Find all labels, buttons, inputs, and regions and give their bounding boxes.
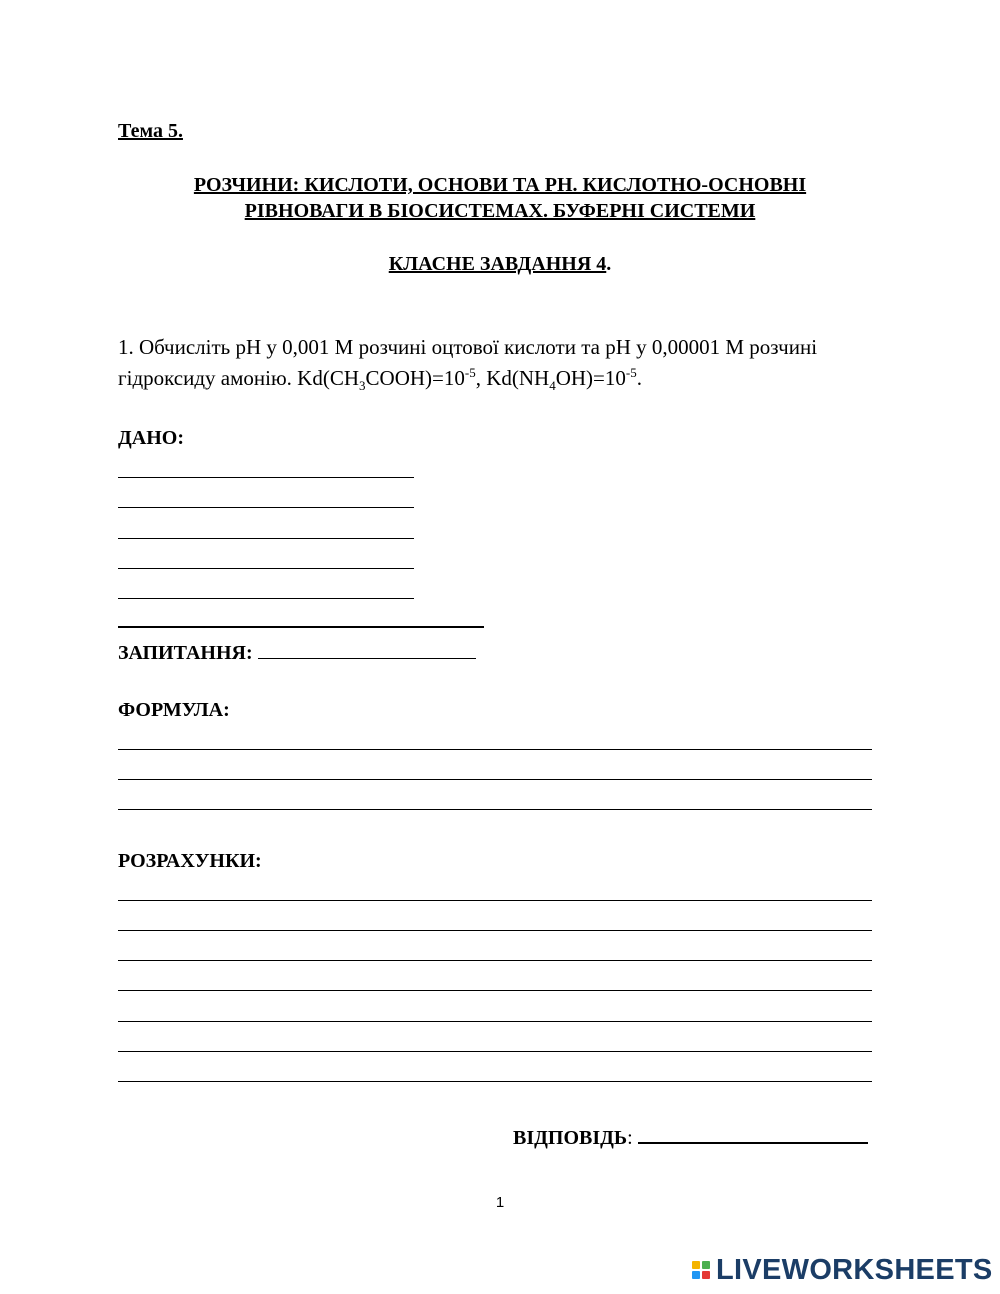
answer-label: ВІДПОВІДЬ (513, 1127, 628, 1149)
answer-input-line[interactable] (638, 1122, 868, 1144)
calc-input-line-3[interactable] (118, 960, 872, 961)
superscript-minus5-a: -5 (464, 365, 476, 380)
class-task-text: КЛАСНЕ ЗАВДАННЯ 4 (388, 253, 607, 275)
page-title-line2: РІВНОВАГИ В БІОСИСТЕМАХ. БУФЕРНІ СИСТЕМИ (244, 200, 756, 222)
calc-input-line-7[interactable] (118, 1081, 872, 1082)
formula-input-line-3[interactable] (118, 809, 872, 810)
given-label: ДАНО: (118, 427, 184, 449)
calc-input-line-6[interactable] (118, 1051, 872, 1052)
formula-input-line-1[interactable] (118, 749, 872, 750)
logo-square-3 (692, 1271, 700, 1279)
subscript-3: 3 (359, 378, 366, 394)
calc-input-line-1[interactable] (118, 900, 872, 901)
superscript-minus5-b: -5 (625, 365, 637, 380)
given-input-line-4[interactable] (118, 568, 414, 569)
answer-colon: : (627, 1127, 633, 1149)
calc-input-line-4[interactable] (118, 990, 872, 991)
liveworksheets-logo-icon (692, 1261, 710, 1279)
question-row (118, 638, 476, 665)
given-input-line-5[interactable] (118, 598, 414, 599)
formula-label: ФОРМУЛА: (118, 699, 230, 721)
topic-label: Тема 5. (118, 120, 183, 142)
task-line2 (118, 365, 642, 394)
subscript-4: 4 (549, 378, 556, 394)
logo-square-4 (702, 1271, 710, 1279)
calc-input-line-2[interactable] (118, 930, 872, 931)
question-label: ЗАПИТАННЯ: (118, 642, 253, 664)
logo-square-2 (702, 1261, 710, 1269)
page-number: 1 (495, 1194, 505, 1211)
question-input-line[interactable] (258, 638, 476, 659)
task-text-b: COOH)=10 (365, 366, 465, 390)
class-task-heading (0, 253, 1000, 276)
answer-row (513, 1122, 868, 1150)
task-text-c: , Kd(NH (475, 366, 550, 390)
calc-input-line-5[interactable] (118, 1021, 872, 1022)
task-line1: 1. Обчисліть pH у 0,001 М розчині оцтової кислоти та pH у 0,00001 М розчині (118, 335, 818, 359)
class-task-dot: . (606, 253, 612, 275)
task-text-a: гідроксиду амонію. Kd(CH (118, 366, 360, 390)
liveworksheets-logo[interactable] (692, 1255, 993, 1285)
task-text-d: OH)=10 (555, 366, 626, 390)
given-input-line-3[interactable] (118, 538, 414, 539)
logo-square-1 (692, 1261, 700, 1269)
given-input-line-2[interactable] (118, 507, 414, 508)
given-divider (118, 626, 484, 628)
calc-label: РОЗРАХУНКИ: (118, 850, 262, 872)
page-title-line1: РОЗЧИНИ: КИСЛОТИ, ОСНОВИ ТА РН. КИСЛОТНО-ОСНОВНІ (193, 174, 807, 196)
task-text-e: . (636, 366, 642, 390)
logo-text: LIVEWORKSHEETS (716, 1253, 993, 1286)
formula-input-line-2[interactable] (118, 779, 872, 780)
given-input-line-1[interactable] (118, 477, 414, 478)
